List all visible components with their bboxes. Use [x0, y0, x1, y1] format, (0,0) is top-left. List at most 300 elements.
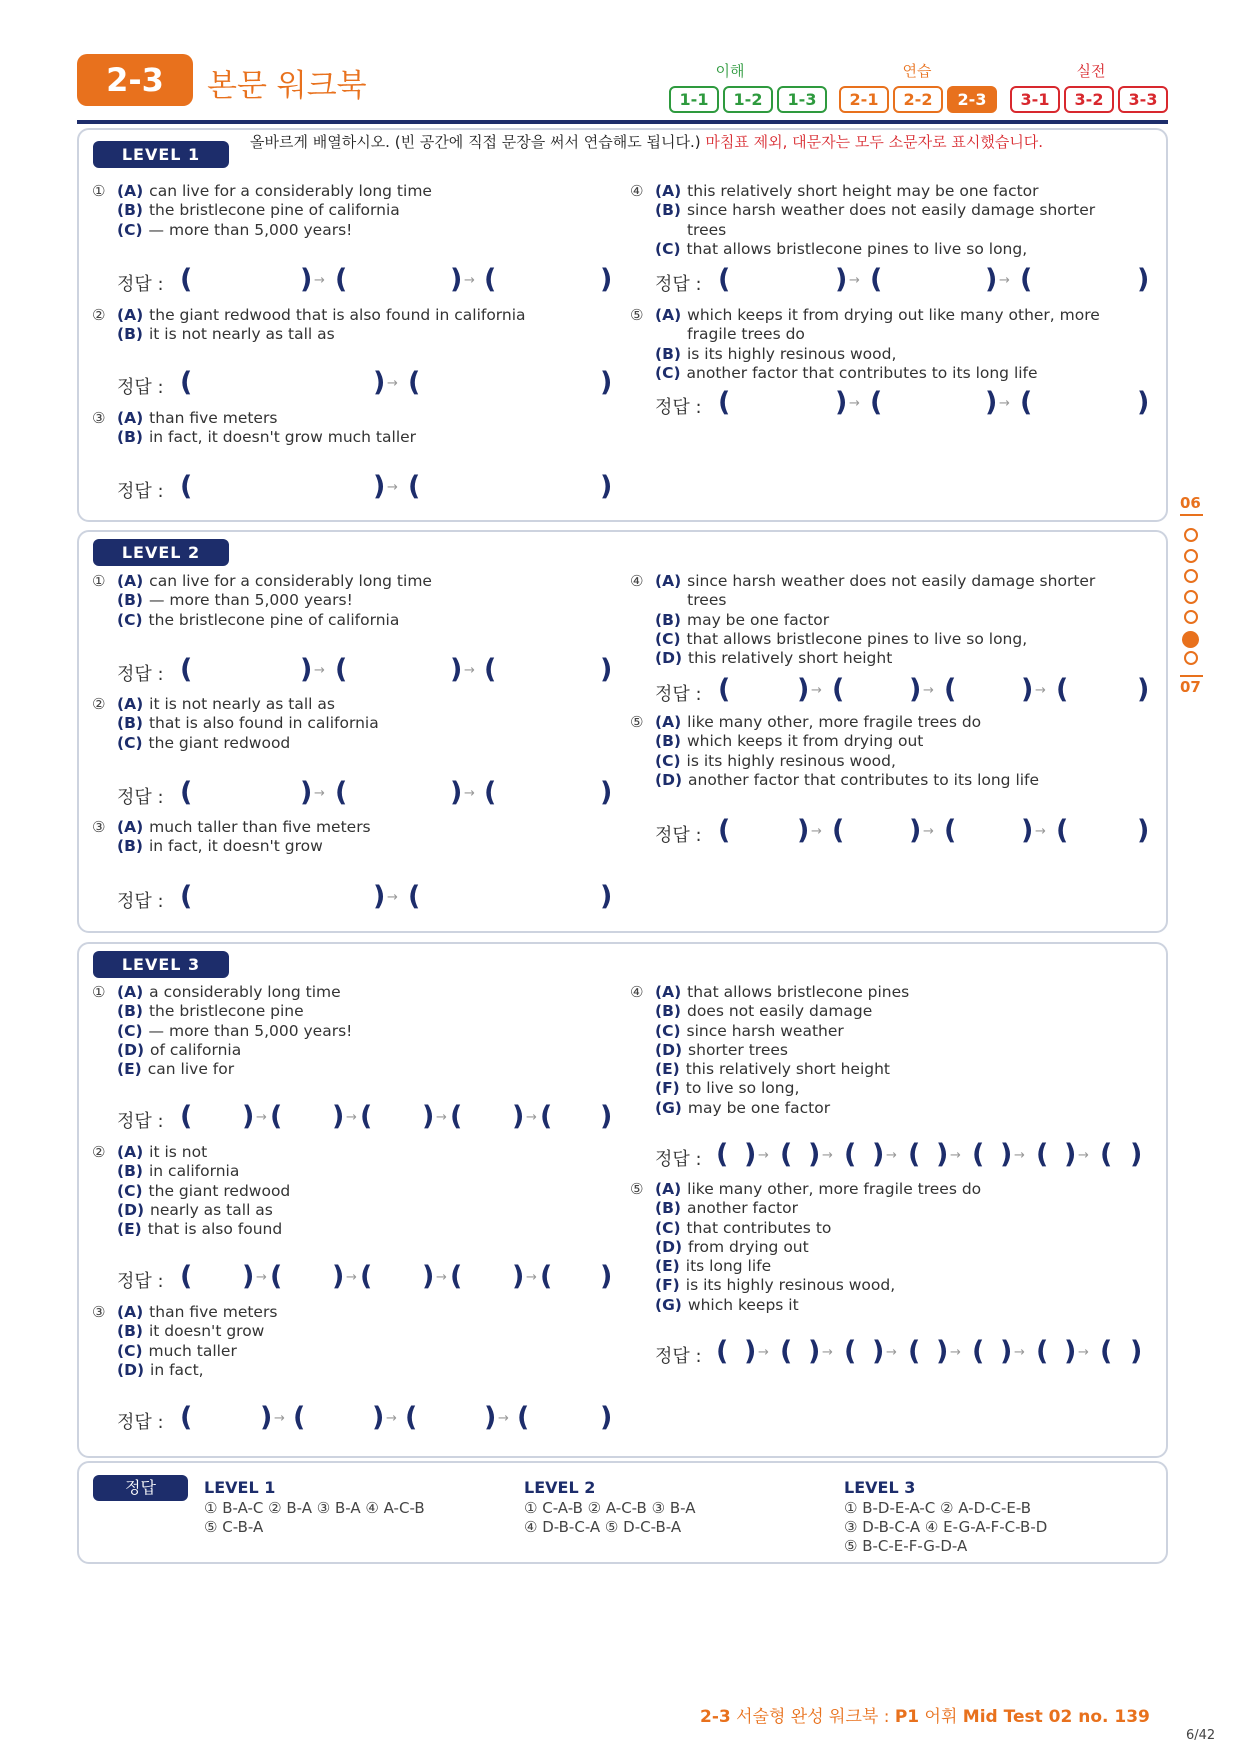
- choice-text: that allows bristlecone pines to live so long,: [686, 239, 1028, 258]
- choice-text: that allows bristlecone pines to live so long,: [686, 629, 1028, 648]
- choice-text: than five meters: [149, 409, 278, 427]
- question-number: ⑤: [630, 713, 644, 731]
- choice-item: [655, 713, 1125, 732]
- choice-letter: (D): [117, 1200, 145, 1219]
- open-paren: (: [716, 1336, 729, 1367]
- close-paren: ): [300, 777, 313, 808]
- close-paren: ): [450, 654, 463, 685]
- answer-row[interactable]: [117, 1402, 637, 1436]
- chip-3-2[interactable]: 3-2: [1064, 86, 1114, 113]
- choice-letter: (A): [117, 695, 144, 713]
- question-number: ②: [92, 695, 106, 713]
- open-paren: (: [180, 777, 193, 808]
- close-paren: ): [1021, 674, 1034, 705]
- open-paren: (: [718, 264, 731, 295]
- choice-item: [117, 714, 547, 733]
- chip-1-3[interactable]: 1-3: [777, 86, 827, 113]
- chip-2-3[interactable]: 2-3: [947, 86, 997, 113]
- choice-text: much taller: [148, 1341, 237, 1360]
- chip-2-1[interactable]: 2-1: [839, 86, 889, 113]
- instruction: [250, 133, 1150, 152]
- arrow-icon: →: [314, 663, 325, 678]
- open-paren: (: [484, 654, 497, 685]
- arrow-icon: →: [1078, 1345, 1089, 1360]
- open-paren: (: [844, 1139, 857, 1170]
- close-paren: ): [600, 881, 613, 912]
- answer-row[interactable]: [117, 1261, 637, 1295]
- open-paren: (: [908, 1139, 921, 1170]
- choice-text: much taller than five meters: [149, 818, 371, 836]
- open-paren: (: [718, 387, 731, 418]
- choice-letter: (G): [655, 1295, 682, 1314]
- close-paren: ): [835, 264, 848, 295]
- choice-item: [117, 572, 547, 591]
- close-paren: ): [373, 471, 386, 502]
- arrow-icon: →: [436, 1110, 447, 1125]
- answer-row[interactable]: [117, 654, 637, 688]
- answer-label: 정답 :: [117, 1111, 164, 1132]
- choice-item: [655, 732, 1125, 751]
- open-paren: (: [972, 1336, 985, 1367]
- open-paren: (: [360, 1261, 373, 1292]
- choice-letter: (C): [655, 1021, 681, 1040]
- key-level-3-line: ③ D-B-C-A ④ E-G-A-F-C-B-D: [844, 1518, 1048, 1536]
- choice-letter: (C): [655, 1218, 681, 1237]
- chip-3-1[interactable]: 3-1: [1010, 86, 1060, 113]
- answer-row[interactable]: [655, 1139, 1175, 1173]
- open-paren: (: [335, 654, 348, 685]
- open-paren: (: [408, 367, 421, 398]
- level-2-tag: LEVEL 2: [93, 539, 229, 566]
- question-1-5: [630, 306, 1125, 383]
- question-number: ⑤: [630, 306, 644, 324]
- open-paren: (: [450, 1101, 463, 1132]
- choice-text: can live for a considerably long time: [149, 572, 432, 590]
- arrow-icon: →: [849, 273, 860, 288]
- choice-item: [117, 1322, 547, 1341]
- question-number: ③: [92, 409, 106, 427]
- footer-p1: P1: [894, 1707, 920, 1727]
- choice-text: since harsh weather does not easily damage shorter trees: [687, 572, 1096, 610]
- choice-item: [117, 818, 547, 837]
- close-paren: ): [872, 1139, 885, 1170]
- choice-item: [117, 1143, 547, 1162]
- close-paren: ): [242, 1261, 255, 1292]
- arrow-icon: →: [758, 1148, 769, 1163]
- choice-letter: (D): [655, 1040, 683, 1059]
- question-number: ④: [630, 182, 644, 200]
- close-paren: ): [242, 1101, 255, 1132]
- answer-label: 정답 :: [117, 481, 164, 502]
- arrow-icon: →: [387, 480, 398, 495]
- choice-text: another factor: [686, 1199, 798, 1218]
- choice-letter: (B): [117, 1002, 143, 1021]
- open-paren: (: [540, 1261, 553, 1292]
- close-paren: ): [512, 1261, 525, 1292]
- choice-item: [655, 1079, 1125, 1098]
- key-level-3-title: LEVEL 3: [844, 1478, 916, 1497]
- choice-text: the giant redwood: [148, 733, 291, 752]
- choice-item: [117, 1303, 547, 1322]
- choice-letter: (C): [117, 610, 143, 629]
- open-paren: (: [1100, 1139, 1113, 1170]
- close-paren: ): [332, 1261, 345, 1292]
- choice-item: [655, 611, 1125, 630]
- choice-letter: (A): [117, 306, 144, 324]
- page-number: 6/42: [1186, 1728, 1216, 1743]
- arrow-icon: →: [464, 273, 475, 288]
- arrow-icon: →: [923, 683, 934, 698]
- choice-item: [655, 364, 1125, 383]
- question-number: ⑤: [630, 1180, 644, 1198]
- answer-label: 정답 :: [655, 1346, 702, 1367]
- choice-letter: (A): [655, 306, 682, 324]
- arrow-icon: →: [758, 1345, 769, 1360]
- unit-badge: 2-3: [77, 54, 193, 106]
- choice-item: [655, 240, 1125, 259]
- open-paren: (: [780, 1336, 793, 1367]
- choice-item: [655, 1238, 1125, 1257]
- open-paren: (: [908, 1336, 921, 1367]
- choice-text: it doesn't grow: [148, 1322, 265, 1341]
- choice-item: [117, 1182, 547, 1201]
- choice-text: is its highly resinous wood,: [686, 751, 896, 770]
- close-paren: ): [484, 1402, 497, 1433]
- close-paren: ): [808, 1336, 821, 1367]
- choice-letter: (B): [117, 837, 143, 856]
- answer-row[interactable]: [117, 367, 637, 401]
- key-level-3-line: ① B-D-E-A-C ② A-D-C-E-B: [844, 1499, 1032, 1517]
- arrow-icon: →: [256, 1270, 267, 1285]
- close-paren: ): [300, 654, 313, 685]
- choice-text: — more than 5,000 years!: [148, 591, 353, 610]
- choice-text: nearly as tall as: [150, 1200, 273, 1219]
- choice-item: [655, 771, 1125, 790]
- close-paren: ): [1137, 387, 1150, 418]
- choice-text: it is not nearly as tall as: [148, 325, 335, 344]
- choice-letter: (B): [655, 732, 681, 751]
- question-2-2: [92, 695, 547, 753]
- open-paren: (: [972, 1139, 985, 1170]
- choice-text: which keeps it from drying out like many other, more fragile trees do: [687, 306, 1100, 344]
- close-paren: ): [1137, 264, 1150, 295]
- choice-item: [117, 1342, 547, 1361]
- close-paren: ): [797, 674, 810, 705]
- choice-item: [655, 1219, 1125, 1238]
- open-paren: (: [944, 815, 957, 846]
- close-paren: ): [1000, 1139, 1013, 1170]
- arrow-icon: →: [346, 1270, 357, 1285]
- open-paren: (: [335, 777, 348, 808]
- page-title: 본문 워크북: [207, 68, 367, 104]
- key-level-2-line: ① C-A-B ② A-C-B ③ B-A: [524, 1499, 696, 1517]
- open-paren: (: [180, 264, 193, 295]
- arrow-icon: →: [526, 1270, 537, 1285]
- choice-letter: (A): [655, 572, 682, 590]
- arrow-icon: →: [314, 786, 325, 801]
- close-paren: ): [600, 1261, 613, 1292]
- choice-item: [117, 221, 547, 240]
- question-number: ②: [92, 306, 106, 324]
- answer-row[interactable]: [655, 1336, 1175, 1370]
- answer-label: 정답 :: [117, 377, 164, 398]
- answer-row[interactable]: [117, 264, 637, 298]
- answer-label: 정답 :: [117, 787, 164, 808]
- choice-text: its long life: [685, 1257, 772, 1276]
- choice-letter: (B): [655, 344, 681, 363]
- choice-letter: (A): [117, 983, 144, 1001]
- answer-row[interactable]: [117, 471, 637, 505]
- question-1-3: [92, 409, 547, 448]
- choice-letter: (A): [655, 1180, 682, 1198]
- question-number: ④: [630, 983, 644, 1001]
- side-dot: [1184, 549, 1198, 563]
- question-number: ③: [92, 818, 106, 836]
- choice-item: [655, 1099, 1125, 1118]
- choice-text: in fact, it doesn't grow: [148, 837, 323, 856]
- choice-text: in fact,: [150, 1360, 204, 1379]
- answer-row[interactable]: [655, 387, 1175, 421]
- side-dot: [1184, 590, 1198, 604]
- choice-item: [117, 983, 547, 1002]
- choice-item: [117, 1220, 547, 1239]
- choice-letter: (C): [117, 1341, 143, 1360]
- close-paren: ): [372, 1402, 385, 1433]
- choice-letter: (B): [655, 1199, 681, 1218]
- answer-label: 정답 :: [117, 274, 164, 295]
- arrow-icon: →: [822, 1148, 833, 1163]
- close-paren: ): [835, 387, 848, 418]
- choice-letter: (C): [655, 629, 681, 648]
- choice-item: [655, 572, 1125, 611]
- choice-text: that allows bristlecone pines: [687, 983, 910, 1001]
- choice-text: since harsh weather does not easily damage shorter trees: [686, 201, 1096, 239]
- choice-item: [117, 1022, 547, 1041]
- open-paren: (: [180, 471, 193, 502]
- choice-text: — more than 5,000 years!: [148, 1021, 353, 1040]
- answer-key-tag: 정답: [93, 1475, 188, 1501]
- arrow-icon: →: [886, 1148, 897, 1163]
- choice-letter: (G): [655, 1098, 682, 1117]
- open-paren: (: [517, 1402, 530, 1433]
- close-paren: ): [1130, 1336, 1143, 1367]
- choice-item: [655, 1022, 1125, 1041]
- arrow-icon: →: [1035, 824, 1046, 839]
- choice-letter: (B): [117, 1322, 143, 1341]
- answer-row[interactable]: [655, 674, 1175, 708]
- choice-item: [117, 734, 547, 753]
- close-paren: ): [985, 387, 998, 418]
- question-1-4: [630, 182, 1125, 259]
- close-paren: ): [600, 777, 613, 808]
- question-3-2: [92, 1143, 547, 1239]
- arrow-icon: →: [1078, 1148, 1089, 1163]
- chip-1-2[interactable]: 1-2: [723, 86, 773, 113]
- close-paren: ): [600, 1101, 613, 1132]
- open-paren: (: [293, 1402, 306, 1433]
- choice-letter: (A): [655, 983, 682, 1001]
- close-paren: ): [808, 1139, 821, 1170]
- close-paren: ): [1064, 1336, 1077, 1367]
- arrow-icon: →: [999, 396, 1010, 411]
- answer-row[interactable]: [655, 264, 1175, 298]
- close-paren: ): [600, 1402, 613, 1433]
- choice-text: this relatively short height may be one factor: [687, 182, 1039, 200]
- close-paren: ): [373, 881, 386, 912]
- answer-label: 정답 :: [117, 891, 164, 912]
- question-number: ①: [92, 983, 106, 1001]
- arrow-icon: →: [386, 1411, 397, 1426]
- close-paren: ): [600, 264, 613, 295]
- question-number: ④: [630, 572, 644, 590]
- choice-text: the bristlecone pine of california: [148, 610, 400, 629]
- choice-letter: (E): [655, 1060, 680, 1079]
- level-3-tag: LEVEL 3: [93, 951, 229, 978]
- key-level-1-title: LEVEL 1: [204, 1478, 276, 1497]
- choice-letter: (B): [117, 428, 143, 447]
- arrow-icon: →: [387, 890, 398, 905]
- side-dot: [1184, 569, 1198, 583]
- choice-letter: (C): [655, 363, 681, 382]
- key-level-2-line: ④ D-B-C-A ⑤ D-C-B-A: [524, 1518, 682, 1536]
- arrow-icon: →: [526, 1110, 537, 1125]
- arrow-icon: →: [1014, 1345, 1025, 1360]
- choice-letter: (C): [655, 239, 681, 258]
- question-3-1: [92, 983, 547, 1079]
- choice-item: [117, 837, 547, 856]
- key-level-1-line: ⑤ C-B-A: [204, 1518, 264, 1536]
- open-paren: (: [405, 1402, 418, 1433]
- arrow-icon: →: [346, 1110, 357, 1125]
- open-paren: (: [1056, 815, 1069, 846]
- footer: [700, 1702, 1150, 1727]
- arrow-icon: →: [314, 273, 325, 288]
- choice-text: of california: [150, 1040, 242, 1059]
- open-paren: (: [832, 674, 845, 705]
- answer-row[interactable]: [117, 777, 637, 811]
- answer-label: 정답 :: [117, 1271, 164, 1292]
- choice-text: is its highly resinous wood,: [686, 344, 897, 363]
- open-paren: (: [484, 777, 497, 808]
- arrow-icon: →: [822, 1345, 833, 1360]
- answer-row[interactable]: [117, 1101, 637, 1135]
- choice-text: can live for a considerably long time: [149, 182, 432, 200]
- choice-text: — more than 5,000 years!: [148, 220, 353, 239]
- choice-text: from drying out: [688, 1237, 809, 1256]
- choice-letter: (D): [117, 1040, 145, 1059]
- close-paren: ): [1130, 1139, 1143, 1170]
- close-paren: ): [422, 1101, 435, 1132]
- arrow-icon: →: [274, 1411, 285, 1426]
- answer-label: 정답 :: [655, 1149, 702, 1170]
- answer-row[interactable]: [117, 881, 637, 915]
- arrow-icon: →: [923, 824, 934, 839]
- choice-item: [655, 1296, 1125, 1315]
- chip-1-1[interactable]: 1-1: [669, 86, 719, 113]
- open-paren: (: [180, 1101, 193, 1132]
- choice-text: may be one factor: [687, 1098, 831, 1117]
- close-paren: ): [450, 777, 463, 808]
- open-paren: (: [335, 264, 348, 295]
- choice-text: the bristlecone pine: [148, 1002, 304, 1021]
- arrow-icon: →: [387, 376, 398, 391]
- open-paren: (: [180, 1402, 193, 1433]
- choice-letter: (C): [655, 751, 681, 770]
- choice-item: [117, 306, 547, 325]
- open-paren: (: [1100, 1336, 1113, 1367]
- close-paren: ): [936, 1139, 949, 1170]
- answer-label: 정답 :: [655, 274, 702, 295]
- choice-item: [117, 1201, 547, 1220]
- open-paren: (: [360, 1101, 373, 1132]
- choice-letter: (B): [117, 325, 143, 344]
- close-paren: ): [797, 815, 810, 846]
- arrow-icon: →: [849, 396, 860, 411]
- choice-item: [655, 1257, 1125, 1276]
- close-paren: ): [600, 367, 613, 398]
- chip-2-2[interactable]: 2-2: [893, 86, 943, 113]
- choice-text: in fact, it doesn't grow much taller: [148, 428, 417, 447]
- answer-row[interactable]: [655, 815, 1175, 849]
- key-level-3-line: ⑤ B-C-E-F-G-D-A: [844, 1537, 968, 1555]
- choice-letter: (F): [655, 1276, 680, 1295]
- choice-item: [655, 1199, 1125, 1218]
- choice-text: that is also found: [147, 1220, 283, 1239]
- choice-item: [117, 1060, 547, 1079]
- question-number: ①: [92, 182, 106, 200]
- instruction-note: 마침표 제외, 대문자는 모두 소문자로 표시했습니다.: [700, 133, 1044, 151]
- choice-text: another factor that contributes to its long life: [686, 363, 1038, 382]
- question-2-1: [92, 572, 547, 630]
- group-label-real: 실전: [1076, 62, 1106, 80]
- group-label-understand: 이해: [715, 62, 745, 80]
- answer-label: 정답 :: [655, 397, 702, 418]
- arrow-icon: →: [436, 1270, 447, 1285]
- choice-text: it is not: [149, 1143, 208, 1161]
- choice-letter: (E): [655, 1257, 680, 1276]
- side-dot: [1184, 610, 1198, 624]
- close-paren: ): [332, 1101, 345, 1132]
- choice-letter: (B): [117, 1162, 143, 1181]
- choice-letter: (C): [117, 1181, 143, 1200]
- open-paren: (: [180, 1261, 193, 1292]
- arrow-icon: →: [999, 273, 1010, 288]
- open-paren: (: [1056, 674, 1069, 705]
- choice-text: to live so long,: [685, 1079, 800, 1098]
- close-paren: ): [936, 1336, 949, 1367]
- answer-label: 정답 :: [117, 1412, 164, 1433]
- footer-mid: 서술형 완성 워크북 :: [730, 1707, 895, 1727]
- question-number: ①: [92, 572, 106, 590]
- chip-3-3[interactable]: 3-3: [1118, 86, 1168, 113]
- open-paren: (: [270, 1101, 283, 1132]
- side-divider: [1180, 514, 1203, 516]
- group-label-practice: 연습: [902, 62, 932, 80]
- choice-item: [117, 695, 547, 714]
- question-1-2: [92, 306, 547, 345]
- open-paren: (: [1020, 264, 1033, 295]
- open-paren: (: [450, 1261, 463, 1292]
- open-paren: (: [844, 1336, 857, 1367]
- choice-item: [655, 306, 1125, 345]
- instruction-main: 올바르게 배열하시오. (빈 공간에 직접 문장을 써서 연습해도 됩니다.): [250, 133, 701, 151]
- choice-item: [117, 591, 547, 610]
- choice-text: in california: [148, 1162, 240, 1181]
- arrow-icon: →: [464, 663, 475, 678]
- choice-text: it is not nearly as tall as: [149, 695, 335, 713]
- choice-letter: (B): [117, 201, 143, 220]
- choice-letter: (F): [655, 1079, 680, 1098]
